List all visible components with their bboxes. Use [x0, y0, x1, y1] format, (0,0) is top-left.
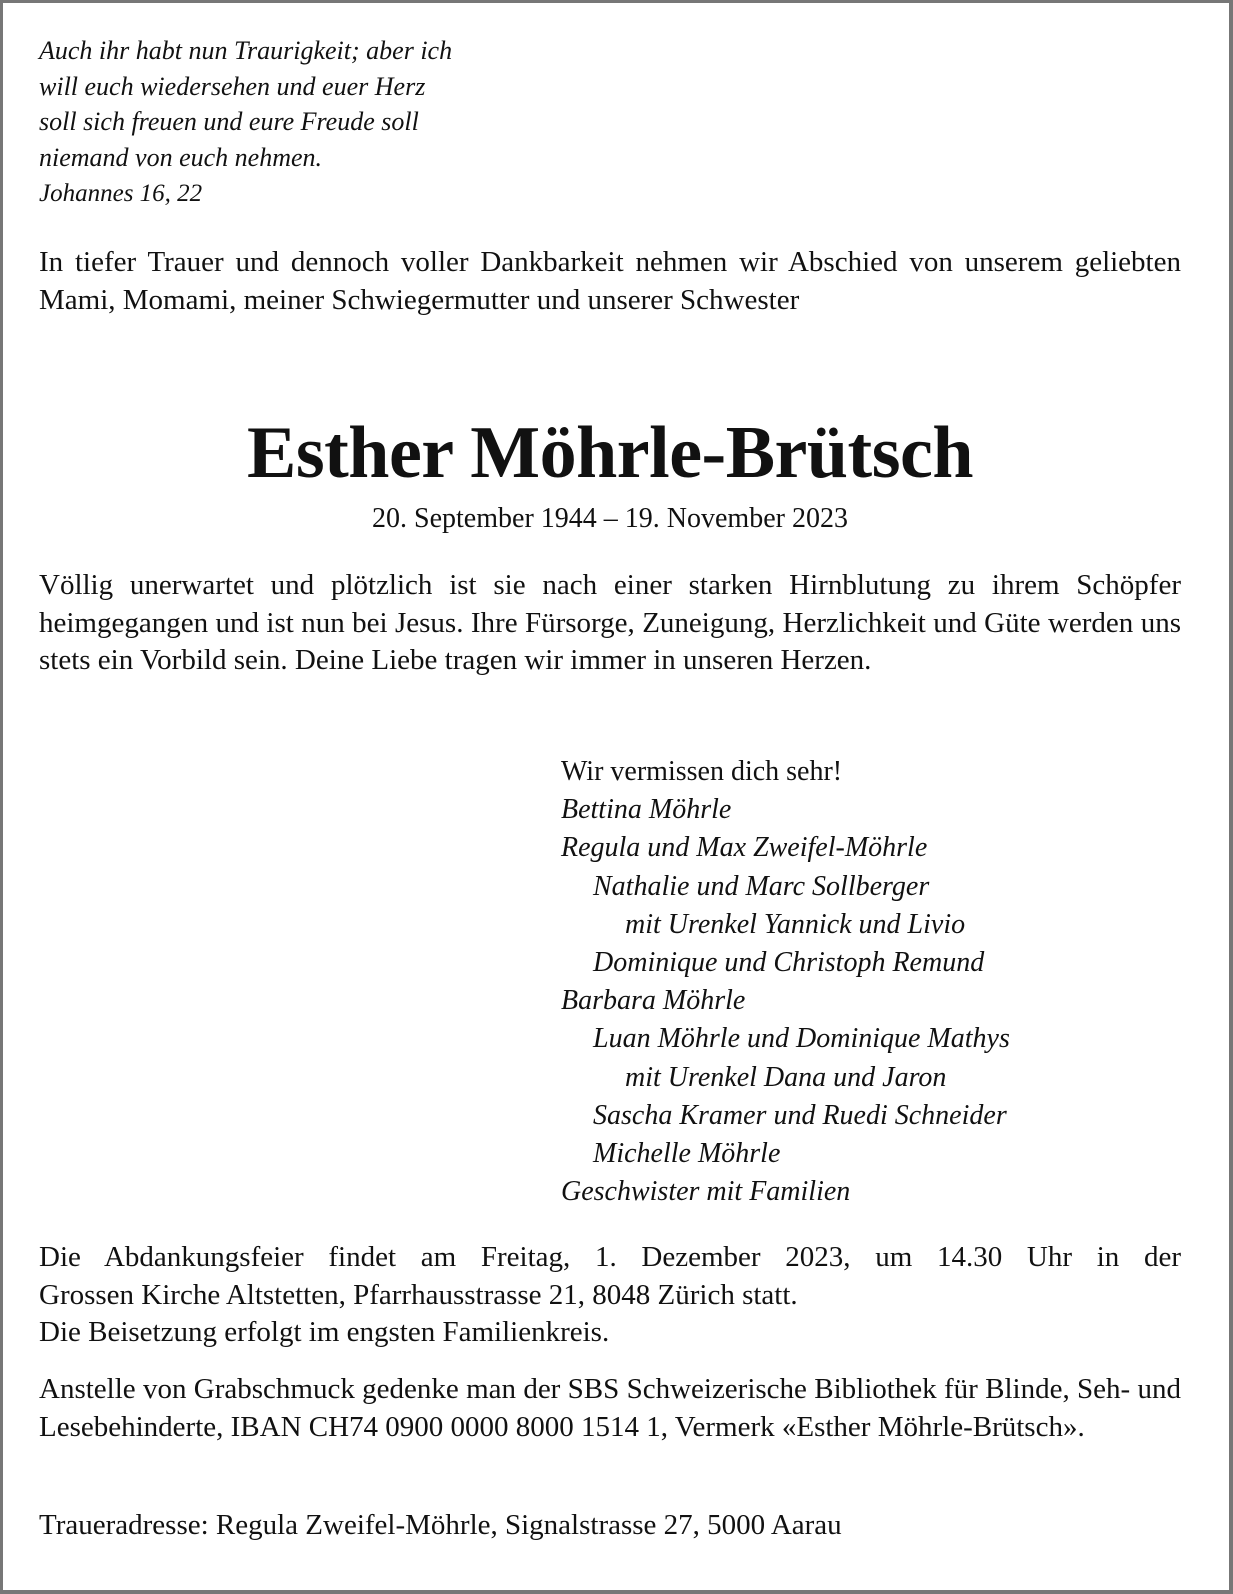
ceremony-info [39, 1239, 1181, 1352]
signature-name: Bettina Möhrle [561, 794, 732, 826]
signature-greeting: Wir vermissen dich sehr! [561, 756, 843, 787]
memorial-paragraph: Völlig unerwartet und plötzlich ist sie nach einer starken Hirnblutung zu ihrem Schöpfer heimgegangen und ist nun bei Jesus. Ihre Fürsorge, Zuneigung, Herzlichkeit und Güte werden uns stets ein Vorbild sein. Deine Liebe tragen wir immer in unseren Herzen. [39, 569, 1181, 676]
signature-name: Michelle Möhrle [593, 1138, 781, 1170]
deceased-name: Esther Möhrle-Brütsch [247, 412, 973, 494]
quote-line: Auch ihr habt nun Traurigkeit; aber ich [39, 36, 453, 65]
signature-list [561, 753, 1161, 1211]
signature-name: mit Urenkel Dana und Jaron [625, 1061, 947, 1093]
intro-paragraph: In tiefer Trauer und dennoch voller Dankbarkeit nehmen wir Abschied von unserem geliebten Mami, Momami, meiner Schwiegermutter und unserer Schwester [39, 246, 1181, 316]
mourning-address: Traueradresse: Regula Zweifel-Möhrle, Signalstrasse 27, 5000 Aarau [39, 1509, 842, 1541]
signature-name: Luan Möhrle und Dominique Mathys [593, 1023, 1010, 1055]
ceremony-line: Grossen Kirche Altstetten, Pfarrhausstrasse 21, 8048 Zürich statt. [39, 1278, 798, 1311]
quote-line: will euch wiedersehen und euer Herz [39, 71, 426, 101]
signature-name: Barbara Möhrle [561, 985, 746, 1017]
signature-name: Nathalie und Marc Sollberger [593, 870, 930, 902]
quote-line: niemand von euch nehmen. [39, 142, 323, 172]
bible-quote [39, 33, 599, 212]
signature-name: Geschwister mit Familien [561, 1176, 851, 1208]
ceremony-line: Die Abdankungsfeier findet am Freitag, 1. Dezember 2023, um 14.30 Uhr in der [39, 1241, 1181, 1273]
donation-paragraph: Anstelle von Grabschmuck gedenke man der SBS Schweizerische Bibliothek für Blinde, Seh- und Lesebehinderte, IBAN CH74 0900 0000 8000 1514 1, Vermerk «Esther Möhrle-Brütsch». [39, 1373, 1181, 1443]
signature-name: mit Urenkel Yannick und Livio [625, 908, 966, 940]
signature-name: Sascha Kramer und Ruedi Schneider [593, 1099, 1007, 1131]
quote-line: soll sich freuen und eure Freude soll [39, 107, 419, 136]
signature-name: Regula und Max Zweifel-Möhrle [561, 832, 928, 864]
signature-name: Dominique und Christoph Remund [593, 947, 985, 979]
burial-line: Die Beisetzung erfolgt im engsten Familienkreis. [39, 1316, 610, 1348]
quote-reference: Johannes 16, 22 [39, 180, 203, 207]
life-dates: 20. September 1944 – 19. November 2023 [372, 503, 848, 534]
